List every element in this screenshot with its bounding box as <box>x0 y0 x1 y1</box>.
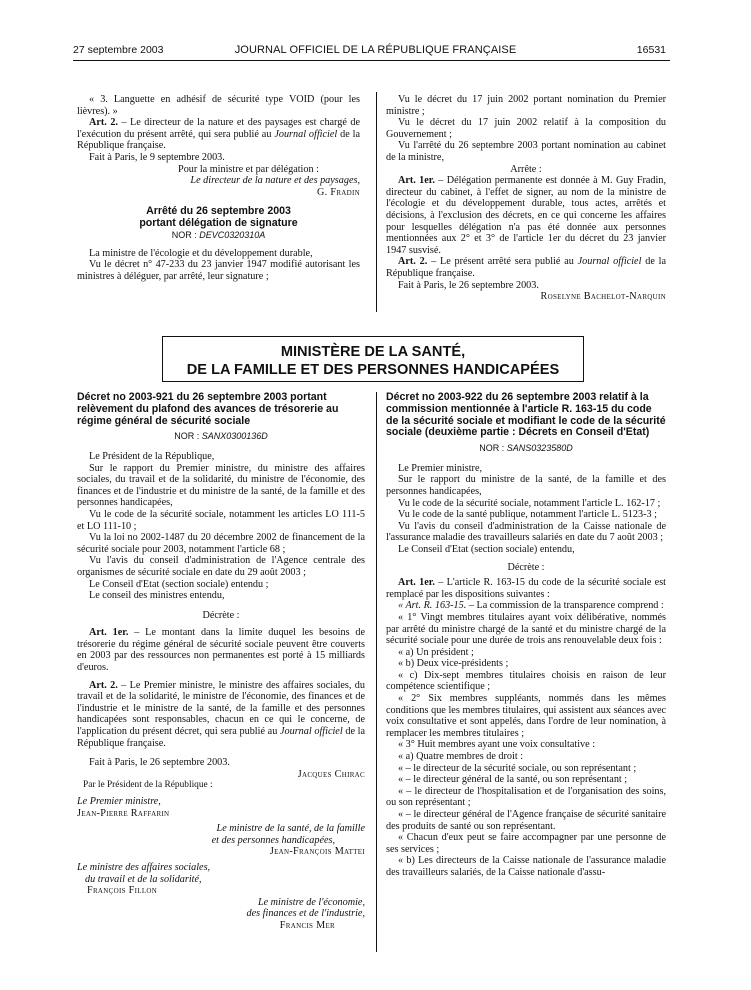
header-date: 27 septembre 2003 <box>73 44 164 56</box>
eco-minister-title-2: des finances et de l'industrie, <box>246 908 365 920</box>
signatory-name: G. Fradin <box>317 186 360 198</box>
paragraph: Vu le décret du 17 juin 2002 relatif à la composition du Gouvernement ; <box>386 117 666 140</box>
quoted-list-item: « – le directeur général de la santé, ou son représentant ; <box>398 774 628 786</box>
paragraph: Vu l'arrêté du 26 septembre 2003 portant nomination au cabinet de la ministre, <box>386 140 666 163</box>
paragraph: Le Conseil d'Etat (section sociale) entendu, <box>398 543 575 555</box>
quoted-paragraph: « b) Deux vice-présidents ; <box>398 658 509 670</box>
quoted-paragraph: « c) Dix-sept membres titulaires choisis en raison de leur compétence scientifique ; <box>386 669 666 693</box>
social-minister-name: François Fillon <box>87 885 158 897</box>
decree-title: Décret no 2003-921 du 26 septembre 2003 portant relèvement du plafond des avances de trésorerie au régime général de sécurité sociale <box>77 391 339 427</box>
pm-title: Le Premier ministre, <box>77 796 161 808</box>
article-2: Art. 2. – Le présent arrêté sera publié au Journal officiel de la République française. <box>386 256 666 279</box>
paragraph: Vu l'avis du conseil d'administration de la Caisse nationale de l'assurance maladie des travailleurs salariés en date du 7 août 2003 ; <box>386 520 666 544</box>
article-label: Art. 1er. <box>398 577 435 589</box>
quoted-paragraph: « 1° Vingt membres titulaires ayant voix délibérative, nommés par arrêté du ministre chargé de la santé et du ministre chargé de la sécurité sociale pour une durée de trois ans renouvelable deux fois : <box>386 611 666 647</box>
article-label: Art. 2. <box>89 117 118 129</box>
paragraph: Vu la loi no 2002-1487 du 20 décembre 2002 de financement de la sécurité sociale pour 2003, notamment l'article 68 ; <box>77 532 365 555</box>
arrete-label: Arrête : <box>510 163 542 175</box>
quoted-paragraph: « 2° Six membres suppléants, nommés dans les mêmes conditions que les membres titulaires, qui assistent aux séances avec voix consultative et sont appelés, dans l'ordre de leur nomination, à remplacer les membres titulaires ; <box>386 693 666 739</box>
article-2: Art. 2. – Le directeur de la nature et des paysages est chargé de l'exécution du présent arrêté, qui sera publié au Journal officiel de la République française. <box>77 117 360 152</box>
ministry-heading-box <box>162 336 584 382</box>
paragraph: Vu le code de la sécurité sociale, notamment les articles LO 111-5 et LO 111-10 ; <box>77 508 365 532</box>
quoted-article: « Art. R. 163-15. – La commission de la transparence comprend : <box>398 600 664 612</box>
article-1: Art. 1er. – Le montant dans la limite duquel les besoins de trésorerie du régime général de sécurité sociale peuvent être couverts en 2003 par des ressources non permanentes est porté à 15 milliards d'euros. <box>77 627 365 674</box>
signatory-name: Roselyne Bachelot-Narquin <box>540 291 666 303</box>
quoted-paragraph: « b) Les directeurs de la Caisse nationale de l'assurance maladie des travailleurs salariés, de la Caisse nationale d'assu- <box>386 855 666 878</box>
header-page-number: 16531 <box>636 44 666 56</box>
decrete-label: Décrète : <box>202 609 240 621</box>
nor-reference: NOR : SANS0323580D <box>479 443 573 454</box>
decrete-label: Décrète : <box>507 561 545 573</box>
quoted-paragraph: « Chacun d'eux peut se faire accompagner par une personne de ses services ; <box>386 832 666 855</box>
column-divider <box>376 92 377 312</box>
sante-minister-title: Le ministre de la santé, de la famille <box>216 823 365 835</box>
paragraph: Sur le rapport du Premier ministre, du ministre des affaires sociales, du travail et de la solidarité, du ministre de l'économie, des finances et de l'industrie et du ministre de la santé, de la famille et des personnes handicapées, <box>77 462 365 509</box>
eco-minister-name: Francis Mer <box>279 919 335 931</box>
social-minister-title: Le ministre des affaires sociales, <box>77 861 211 873</box>
left-decree-column <box>77 392 365 932</box>
delegation-line: Pour la ministre et par délégation : <box>178 163 319 175</box>
sante-minister-title-2: et des personnes handicapées, <box>211 834 335 846</box>
paragraph: Vu le code de la santé publique, notamment l'article L. 5123-3 ; <box>398 509 657 521</box>
quoted-list-item: « – le directeur de l'hospitalisation et de l'organisation des soins, ou son représentant ; <box>386 785 666 809</box>
quoted-paragraph: « a) Quatre membres de droit : <box>398 751 524 763</box>
top-right-column <box>386 94 666 303</box>
paragraph: Le conseil des ministres entendu, <box>89 590 225 602</box>
nor-reference: NOR : DEVC0320310A <box>171 229 266 240</box>
social-minister-title-2: du travail et de la solidarité, <box>85 873 202 885</box>
decree-title: Décret no 2003-922 du 26 septembre 2003 relatif à la commission mentionnée à l'article R. 163-15 du code de la sécurité sociale et modifiant le code de la sécurité sociale (deuxième partie : Décrets en Conseil d'Etat) <box>386 391 666 439</box>
pm-name: Jean-Pierre Raffarin <box>77 807 170 819</box>
signatory-title: Le directeur de la nature et des paysages, <box>190 175 360 187</box>
nor-reference: NOR : SANX0300136D <box>174 431 268 442</box>
quoted-paragraph: « a) Un président ; <box>398 646 474 658</box>
president-name: Jacques Chirac <box>297 768 365 780</box>
article-label: Art. 2. <box>89 679 118 691</box>
paragraph: Vu le décret du 17 juin 2002 portant nomination du Premier ministre ; <box>386 94 666 117</box>
column-divider <box>376 392 377 952</box>
arrete-subtitle: portant délégation de signature <box>139 217 298 230</box>
right-decree-column <box>386 392 666 879</box>
article-1: Art. 1er. – L'article R. 163-15 du code de la sécurité sociale est remplacé par les dispositions suivantes : <box>386 577 666 600</box>
paragraph: Vu le décret n° 47-233 du 23 janvier 1947 modifié autorisant les ministres à déléguer, par arrêté, leur signature ; <box>77 259 360 282</box>
header-rule <box>73 60 670 61</box>
article-label: Art. 2. <box>398 256 428 268</box>
fait-a-paris: Fait à Paris, le 26 septembre 2003. <box>89 757 230 769</box>
paragraph: Le Conseil d'Etat (section sociale) entendu ; <box>89 578 269 590</box>
sante-minister-name: Jean-François Mattei <box>269 846 365 858</box>
quoted-paragraph: « 3° Huit membres ayant une voix consultative : <box>398 739 596 751</box>
paragraph: Vu le code de la sécurité sociale, notamment l'article L. 162-17 ; <box>398 497 661 509</box>
paragraph: La ministre de l'écologie et du développement durable, <box>89 247 313 259</box>
quoted-list-item: « – le directeur de la sécurité sociale, ou son représentant ; <box>398 762 637 774</box>
fait-a-paris: Fait à Paris, le 26 septembre 2003. <box>398 279 539 291</box>
article-label: Art. 1er. <box>398 175 435 187</box>
paragraph: Vu l'avis du conseil d'administration de l'Agence centrale des organismes de sécurité sociale en date du 29 août 2003 ; <box>77 555 365 578</box>
ministry-line-1: MINISTÈRE DE LA SANTÉ, <box>280 344 466 360</box>
article-label: Art. 1er. <box>89 627 129 639</box>
top-left-column <box>77 94 360 282</box>
paragraph: Le Premier ministre, <box>398 462 483 474</box>
par-le-president: Par le Président de la République : <box>83 780 213 791</box>
paragraph: Le Président de la République, <box>89 450 215 462</box>
paragraph: « 3. Languette en adhésif de sécurité type VOID (pour les lièvres). » <box>77 94 360 117</box>
header-journal-title: JOURNAL OFFICIEL DE LA RÉPUBLIQUE FRANÇAISE <box>234 44 517 56</box>
quoted-list-item: « – le directeur général de l'Agence française de sécurité sanitaire des produits de santé ou son représentant. <box>386 809 666 832</box>
paragraph: Sur le rapport du ministre de la santé, de la famille et des personnes handicapées, <box>386 474 666 497</box>
article-2: Art. 2. – Le Premier ministre, le ministre des affaires sociales, du travail et de la solidarité, le ministre de l'économie, des finances et de l'industrie et le ministre de la santé, de la famille et des personnes handicapées sont responsables, chacun en ce qui le concerne, de l'application du présent décret, qui sera publié au Journal officiel de la République française. <box>77 679 366 749</box>
arrete-title: Arrêté du 26 septembre 2003 <box>146 205 291 218</box>
eco-minister-title: Le ministre de l'économie, <box>257 896 365 908</box>
ministry-line-2: DE LA FAMILLE ET DES PERSONNES HANDICAPÉES <box>186 362 560 378</box>
article-1: Art. 1er. – Délégation permanente est donnée à M. Guy Fradin, directeur du cabinet, à l'effet de signer, au nom de la ministre de l'écologie et du développement durable, tous actes, arrêtés et décisions, à l'exclusion des décrets, en ce qui concerne les affaires pour lesquelles délégation n'a pas été donnée aux personnes mentionnées aux 2° et 3° de l'article 1er du décret du 23 janvier 1947 susvisé. <box>386 175 666 256</box>
fait-a-paris: Fait à Paris, le 9 septembre 2003. <box>89 151 225 163</box>
